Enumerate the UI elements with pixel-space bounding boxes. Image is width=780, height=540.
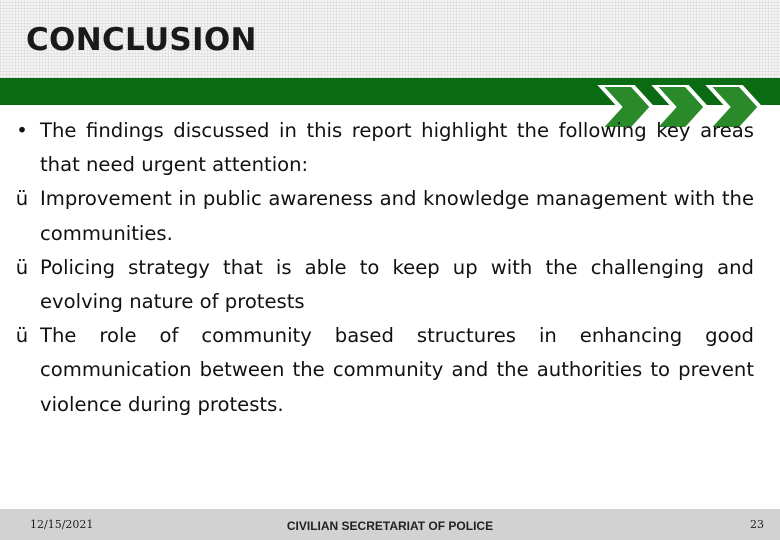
bullet-dot-icon: • <box>16 119 28 142</box>
conclusion-list <box>8 114 754 422</box>
slide-title: CONCLUSION <box>26 22 257 58</box>
footer-organization: CIVILIAN SECRETARIAT OF POLICE <box>286 519 494 533</box>
checkmark-point <box>8 182 754 250</box>
footer-bar <box>0 509 780 540</box>
checkmark-icon: ü <box>15 255 29 279</box>
checkmark-point <box>8 319 754 422</box>
point-text: Policing strategy that is able to keep up with the challenging and evolving nature of protests <box>40 255 754 314</box>
footer-date: 12/15/2021 <box>30 518 94 531</box>
checkmark-icon: ü <box>15 187 29 211</box>
point-text: The role of community based structures in enhancing good communication between the community and the authorities to prevent violence during protests. <box>40 324 754 416</box>
intro-text: The findings discussed in this report highlight the following key areas that need urgent attention: <box>40 119 754 177</box>
intro-bullet <box>8 114 754 182</box>
point-text: Improvement in public awareness and knowledge management with the communities. <box>40 187 754 245</box>
page-number: 23 <box>750 518 764 531</box>
checkmark-icon: ü <box>15 324 29 348</box>
checkmark-point <box>8 251 754 319</box>
